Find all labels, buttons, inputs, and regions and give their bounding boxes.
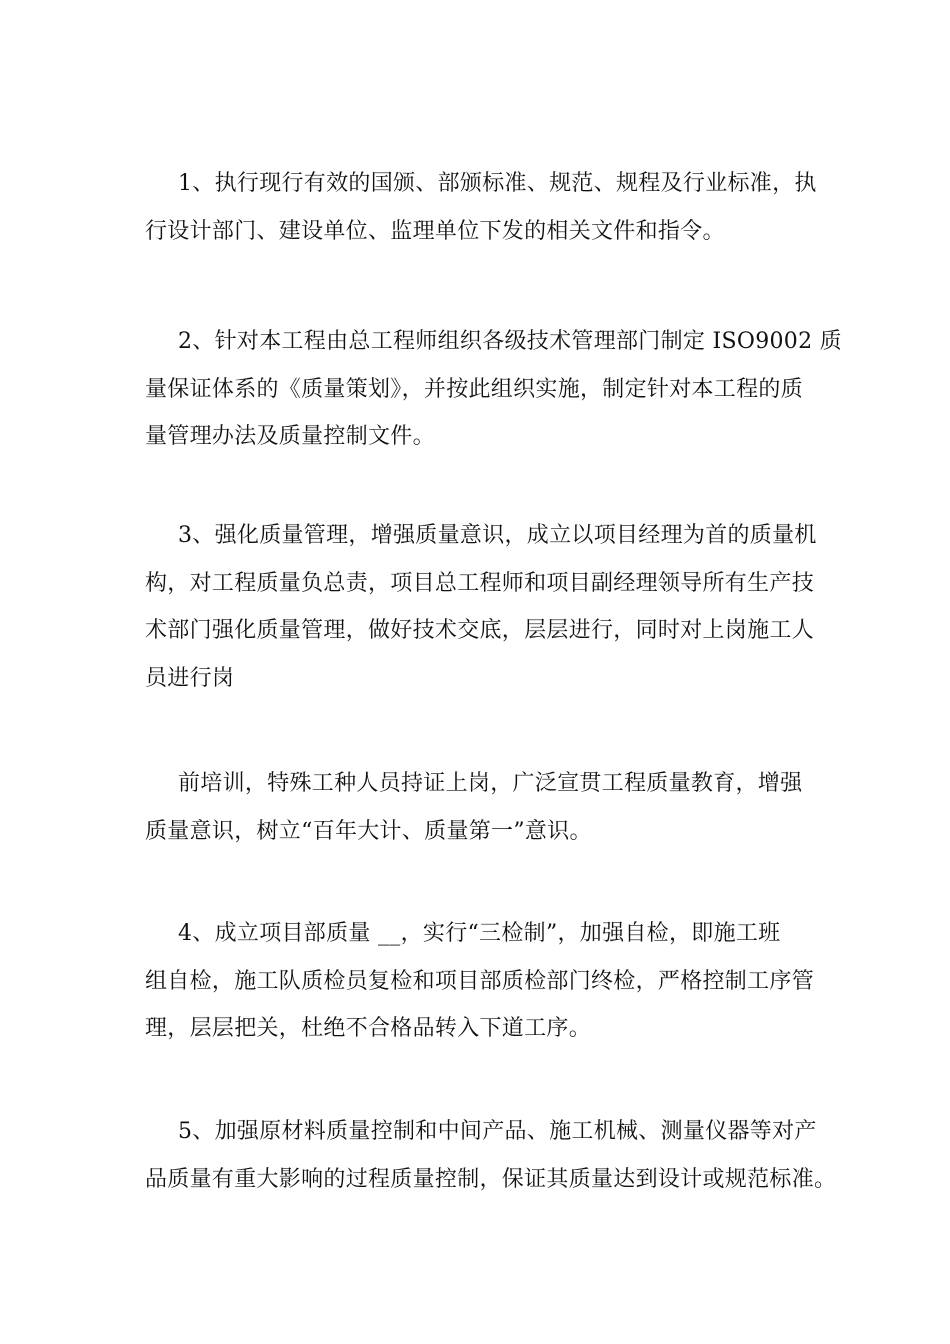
paragraph-line: 理，层层把关，杜绝不合格品转入下道工序。 [145,1016,592,1041]
paragraph-line: 术部门强化质量管理，做好技术交底，层层进行，同时对上岗施工人 [145,618,815,643]
paragraph-1 [145,160,825,255]
paragraph-line: 组自检，施工队质检员复检和项目部质检部门终检，严格控制工序管 [145,968,815,994]
paragraph-4 [145,760,825,855]
paragraph-line: 1、执行现行有效的国颁、部颁标准、规范、规程及行业标准，执 [178,171,817,196]
paragraph-line: 品质量有重大影响的过程质量控制，保证其质量达到设计或规范标准。 [145,1166,837,1192]
paragraph-line: 量管理办法及质量控制文件。 [145,424,435,449]
paragraph-6 [145,1108,837,1203]
paragraph-line: 构，对工程质量负总责，项目总工程师和项目副经理领导所有生产技 [145,570,815,596]
paragraph-line: 员进行岗 [145,665,235,691]
paragraph-line: 质量意识，树立“百年大计、质量第一”意识。 [145,818,592,844]
paragraph-line: 前培训，特殊工种人员持证上岗，广泛宣贯工程质量教育，增强 [178,771,803,796]
paragraph-line: 2、针对本工程由总工程师组织各级技术管理部门制定 ISO9002 质 [178,329,842,354]
paragraph-2 [145,318,842,461]
paragraph-5 [145,910,825,1053]
paragraph-line: 4、成立项目部质量 __，实行“三检制”，加强自检，即施工班 [178,921,781,946]
paragraph-line: 5、加强原材料质量控制和中间产品、施工机械、测量仪器等对产 [178,1119,817,1144]
paragraph-line: 行设计部门、建设单位、监理单位下发的相关文件和指令。 [145,218,725,244]
paragraph-3 [145,512,825,702]
paragraph-line: 3、强化质量管理，增强质量意识，成立以项目经理为首的质量机 [178,523,817,548]
paragraph-line: 量保证体系的《质量策划》，并按此组织实施，制定针对本工程的质 [145,376,804,402]
